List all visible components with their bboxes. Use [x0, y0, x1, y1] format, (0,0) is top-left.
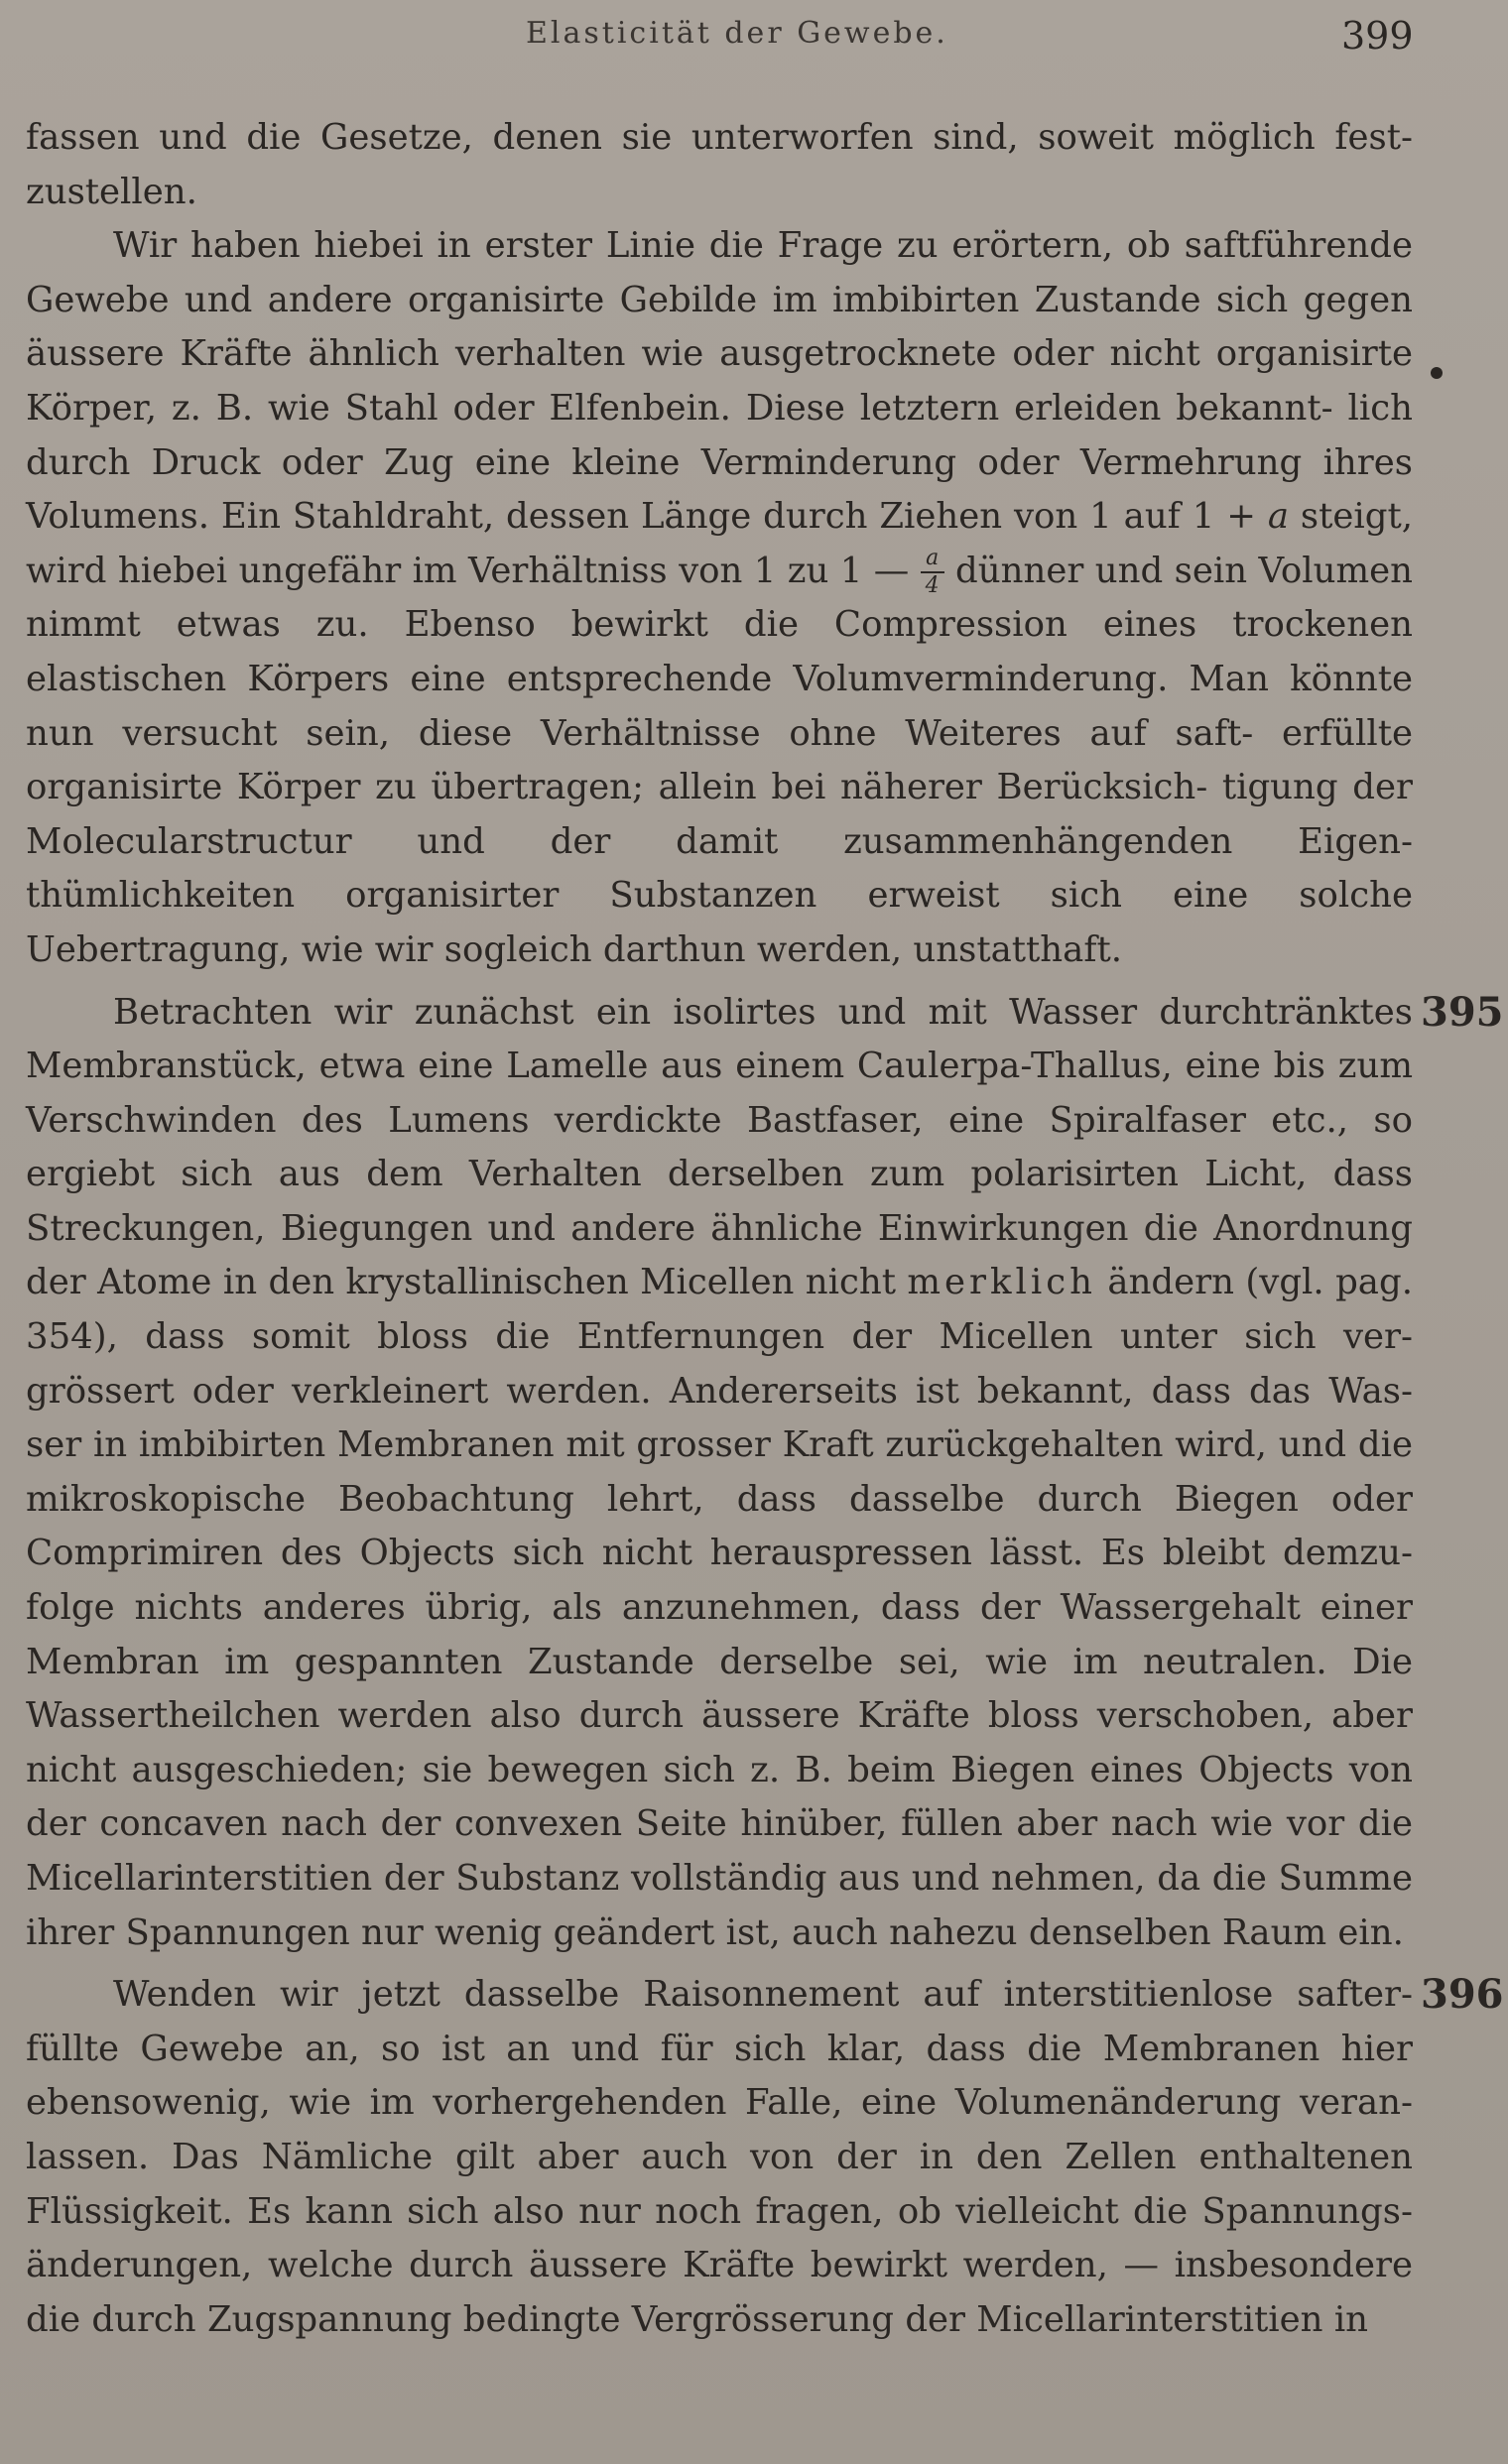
formula-prefix: 1 +: [1192, 496, 1268, 538]
fraction-numerator: a: [926, 546, 940, 571]
fraction-a-over-4: [921, 548, 944, 597]
margin-number-396: 396: [1421, 1971, 1504, 2019]
paragraph-3-text: Betrachten wir zunächst ein isolirtes und mit Wasser durchtränktes Membranstück, etwa eine Lamelle aus einem Caulerpa-Thallus, eine bis zum Verschwinden des Lumens verdickte Bastfaser, eine Spiralfaser etc., so ergiebt sich aus dem Verhalten derselben zum polarisirten Licht, dass Streckungen, Biegungen und andere ähnliche Einwirkungen die Anordnung der Atome in den krystallinischen Micellen nicht: [26, 991, 1413, 1303]
paragraph-2-text: Wir haben hiebei in erster Linie die Frage zu erörtern, ob saftführende Gewebe und andere organisirte Gebilde im imbibirten Zustande sich gegen äussere Kräfte ähnlich verhalten wie ausgetrocknete oder nicht organisirte Körper, z. B. wie Stahl oder Elfenbein. Diese letztern erleiden bekannt- lich durch Druck oder Zug eine kleine Verminderung oder Vermehrung ihres Volumens. Ein Stahldraht, dessen Länge durch Ziehen von 1 auf: [26, 225, 1413, 538]
paragraph-4: [26, 1968, 1504, 2347]
running-head-title: Elasticität der Gewebe.: [526, 16, 948, 51]
paragraph-4-text: Wenden wir jetzt dasselbe Raisonnement auf interstitienlose safter- füllte Gewebe an, so ist an und für sich klar, dass die Membranen hier ebensowenig, wie im vorhergehenden Falle, eine Volumenänderung veran- lassen. Das Nämliche gilt aber auch von der in den Zellen enthaltenen Flüssigkeit. Es kann sich also nur noch fragen, ob vielleicht die Spannungs- änderungen, welche durch äussere Kräfte bewirkt werden, — insbesondere die durch Zugspannung bedingte Vergrösserung der Micellarinterstitien in: [26, 1974, 1413, 2340]
formula-suffix: dünner: [943, 550, 1084, 591]
paragraph-1: [26, 111, 1413, 219]
margin-dot-mark: [1431, 367, 1443, 379]
paragraph-3-continuation: ändern (vgl. pag. 354), dass somit bloss die Entfernungen der Micellen unter sich ver- grössert oder verkleinert werden. Andererseits ist bekannt, dass das Was- ser in imbibirten Membranen mit grosser Kraft zurückgehalten wird, und die mikroskopische Beobachtung lehrt, dass dasselbe durch Biegen oder Comprimiren des Objects sich nicht herauspressen lässt. Es bleibt demzu- folge nichts anderes übrig, als anzunehmen, dass der Wassergehalt einer Membran im gespannten Zustande derselbe sei, wie im neutralen. Die Wassertheilchen werden also durch äussere Kräfte bloss verschoben, aber nicht ausgeschieden; sie bewegen sich z. B. beim Biegen eines Objects von der concaven nach der convexen Seite hinüber, füllen aber nach wie vor die Micellarinterstitien der Substanz vollständig aus und nehmen, da die Summe ihrer Spannungen nur wenig geändert ist, auch nahezu denselben Raum ein.: [26, 1262, 1413, 1953]
running-head: [0, 12, 1508, 71]
paragraph-2-continuation: und sein Volumen nimmt etwas zu. Ebenso bewirkt die Compression eines trockenen elastischen Körpers eine entsprechende Volumverminderung. Man könnte nun versucht sein, diese Verhältnisse ohne Weiteres auf saft- erfüllte organisirte Körper zu übertragen; allein bei näherer Berücksich- tigung der Molecularstructur und der damit zusammenhängenden Eigen- thümlichkeiten organisirter Substanzen erweist sich eine solche Uebertragung, wie wir sogleich darthun werden, unstatthaft.: [26, 550, 1413, 970]
paragraph-3-emphasis: merklich: [907, 1262, 1096, 1303]
body-text: [26, 111, 1504, 2347]
paragraph-1-text: fassen und die Gesetze, denen sie unterworfen sind, soweit möglich fest- zustellen.: [26, 117, 1413, 212]
fraction-denominator: 4: [925, 573, 940, 599]
paragraph-2: [26, 219, 1413, 977]
formula-ratio-text: steigt, wird hiebei ungefähr im Verhältniss von 1 zu 1 —: [26, 496, 1414, 591]
margin-number-395: 395: [1421, 988, 1504, 1036]
paragraph-3: [26, 986, 1504, 1961]
page-number: 399: [1341, 14, 1414, 58]
formula-variable: a: [1267, 496, 1289, 538]
